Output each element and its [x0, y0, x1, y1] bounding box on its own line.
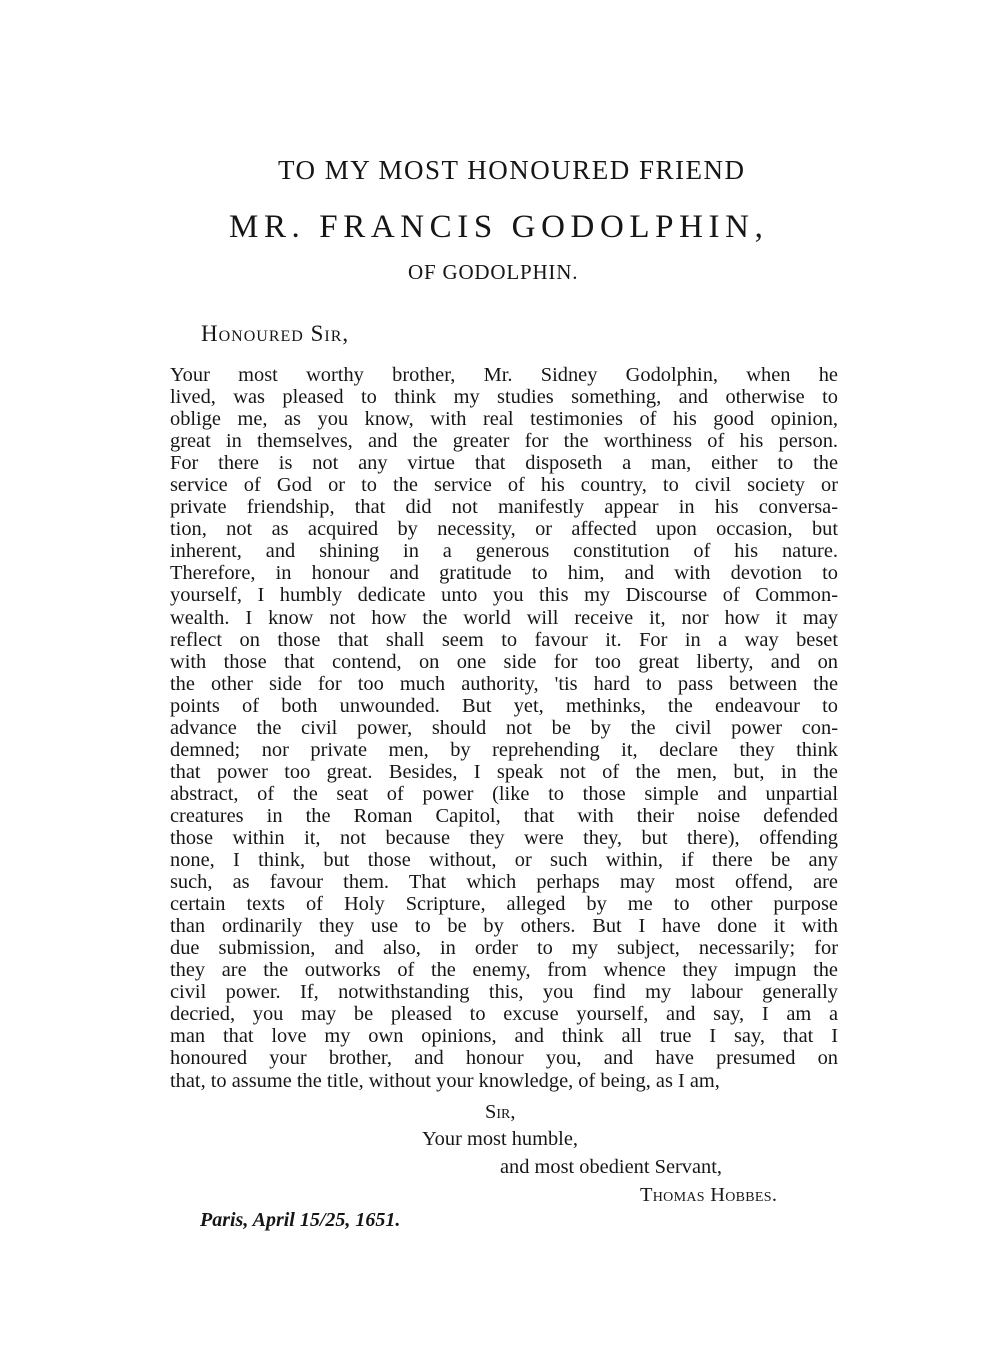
body-line: tion, not as acquired by necessity, or affected upon occasion, but	[170, 518, 838, 541]
body-line: service of God or to the service of his country, to civil society or	[170, 474, 838, 497]
body-line: Therefore, in honour and gratitude to him, and with devotion to	[170, 562, 838, 585]
recipient-name: MR. FRANCIS GODOLPHIN,	[229, 209, 769, 245]
body-line: private friendship, that did not manifestly appear in his conversa-	[170, 496, 838, 519]
body-line: than ordinarily they use to be by others. But I have done it with	[170, 915, 838, 938]
dedication-heading: TO MY MOST HONOURED FRIEND	[278, 155, 746, 185]
body-line: oblige me, as you know, with real testimonies of his good opinion,	[170, 408, 838, 431]
body-line: reflect on those that shall seem to favour it. For in a way beset	[170, 628, 838, 651]
body-line: demned; nor private men, by reprehending it, declare they think	[170, 738, 838, 761]
body-line: man that love my own opinions, and think all true I say, that I	[170, 1025, 838, 1048]
body-line: that, to assume the title, without your knowledge, of being, as I am,	[170, 1069, 720, 1092]
body-line: lived, was pleased to think my studies something, and otherwise to	[170, 386, 838, 409]
body-line: such, as favour them. That which perhaps may most offend, are	[170, 871, 838, 894]
body-line: inherent, and shining in a generous constitution of his nature.	[170, 540, 838, 563]
body-line: decried, you may be pleased to excuse yourself, and say, I am a	[170, 1003, 838, 1026]
body-line: wealth. I know not how the world will receive it, nor how it may	[170, 606, 838, 629]
body-line: civil power. If, notwithstanding this, you find my labour generally	[170, 981, 838, 1004]
closing-address: Sir,	[485, 1101, 516, 1123]
body-line: they are the outworks of the enemy, from whence they impugn the	[170, 959, 838, 982]
body-line: points of both unwounded. But yet, methinks, the endeavour to	[170, 694, 838, 717]
body-line: that power too great. Besides, I speak not of the men, but, in the	[170, 760, 838, 783]
body-line: advance the civil power, should not be by the civil power con-	[170, 716, 838, 739]
body-line: none, I think, but those without, or such within, if there be any	[170, 849, 838, 872]
body-line: abstract, of the seat of power (like to those simple and unpartial	[170, 782, 838, 805]
body-line: great in themselves, and the greater for the worthiness of his person.	[170, 430, 838, 453]
letter-body	[170, 364, 838, 1092]
body-line: Your most worthy brother, Mr. Sidney Godolphin, when he	[170, 364, 838, 386]
body-line: the other side for too much authority, 'tis hard to pass between the	[170, 672, 838, 695]
body-line: certain texts of Holy Scripture, alleged by me to other purpose	[170, 893, 838, 916]
body-line: due submission, and also, in order to my subject, necessarily; for	[170, 937, 838, 960]
closing-line-1: Your most humble,	[422, 1128, 578, 1150]
body-line: those within it, not because they were they, but there), offending	[170, 826, 838, 849]
recipient-place: OF GODOLPHIN.	[408, 260, 579, 284]
body-line: For there is not any virtue that disposeth a man, either to the	[170, 452, 838, 475]
body-line: creatures in the Roman Capitol, that with their noise defended	[170, 804, 838, 827]
body-line: with those that contend, on one side for too great liberty, and on	[170, 650, 838, 673]
salutation: Honoured Sir,	[201, 321, 350, 346]
body-line: yourself, I humbly dedicate unto you this my Discourse of Common-	[170, 584, 838, 607]
body-line: honoured your brother, and honour you, and have presumed on	[170, 1047, 838, 1070]
signature: Thomas Hobbes.	[640, 1184, 778, 1206]
dateline: Paris, April 15/25, 1651.	[200, 1209, 401, 1231]
closing-line-2: and most obedient Servant,	[500, 1156, 722, 1178]
